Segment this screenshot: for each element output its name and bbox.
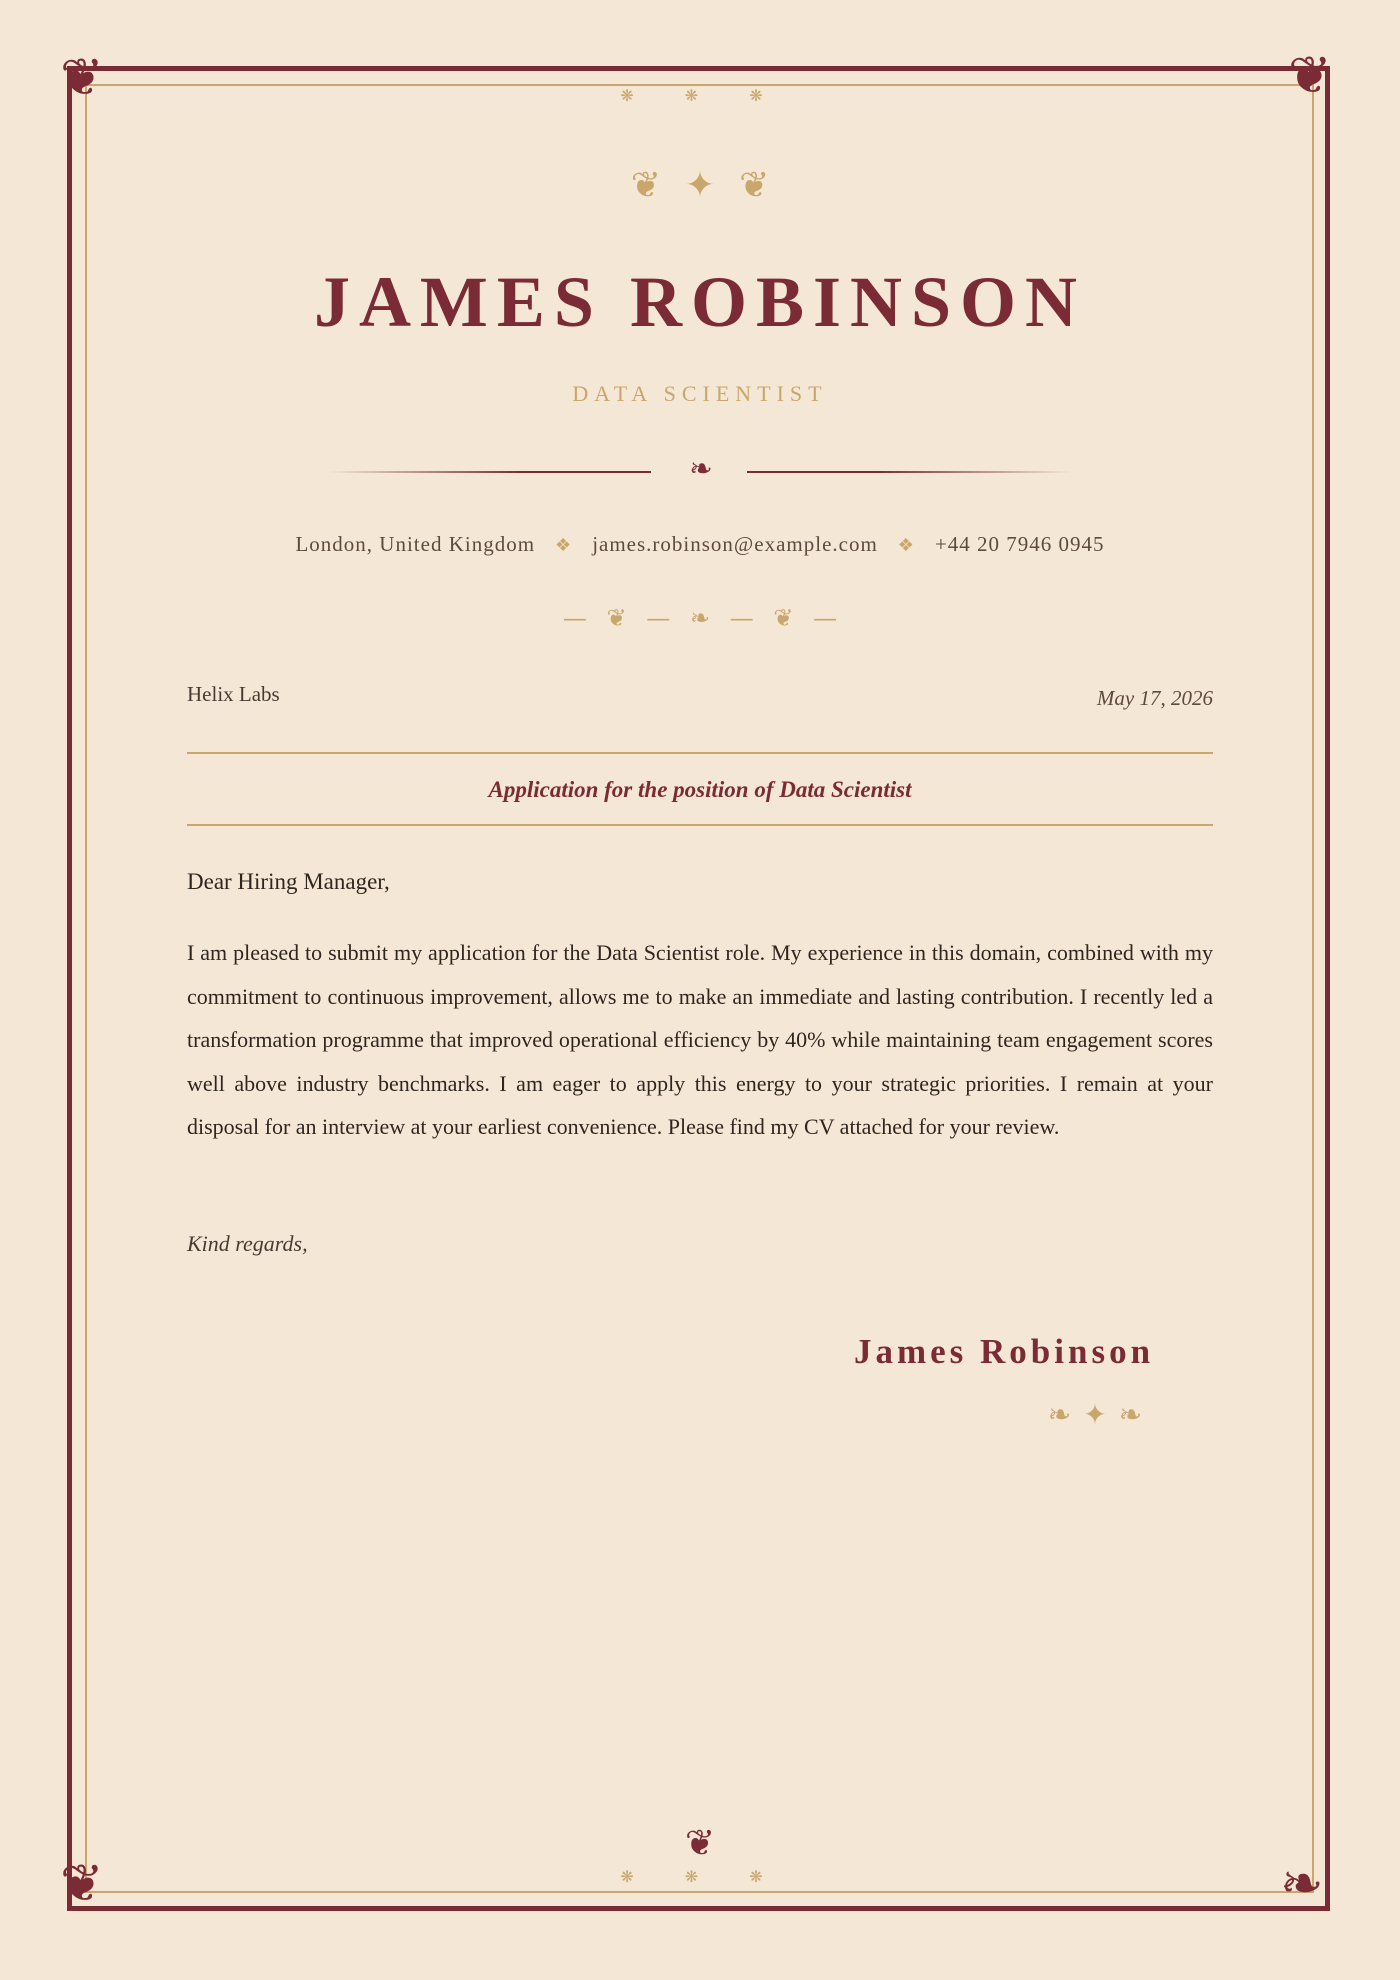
applicant-role: DATA SCIENTIST — [572, 381, 828, 406]
dash: — — [562, 604, 587, 632]
asterisk-icon: ❋ — [749, 1867, 797, 1886]
floral-heart-icon: ❦ — [630, 165, 661, 206]
divider-line-right — [747, 471, 1072, 473]
salutation: Dear Hiring Manager, — [187, 869, 390, 894]
floral-heart-icon: ❦ — [684, 1823, 716, 1864]
four-point-star-icon: ✦ — [1083, 1398, 1107, 1431]
applicant-name: JAMES ROBINSON — [313, 262, 1087, 342]
dash: — — [813, 604, 838, 632]
corner-ornament-icon: ❦ — [1288, 46, 1332, 106]
top-asterisk-row — [0, 88, 1400, 104]
signature-name: James Robinson — [853, 1332, 1155, 1371]
diamond-flower-icon: ❖ — [897, 535, 915, 555]
subject-rule-top — [187, 752, 1213, 754]
asterisk-icon: ❋ — [684, 86, 733, 105]
divider-line-left — [328, 471, 651, 473]
asterisk-icon: ❋ — [620, 86, 668, 105]
floral-heart-icon: ❦ — [773, 604, 794, 632]
contact-phone[interactable]: +44 20 7946 0945 — [934, 532, 1105, 556]
dash: — — [646, 604, 671, 632]
floral-leaf-icon: ❧ — [689, 604, 711, 632]
contact-line — [0, 534, 1400, 555]
bottom-asterisk-row — [0, 1869, 1400, 1885]
corner-ornament-icon: ❧ — [1280, 1854, 1324, 1914]
subject-rule-bottom — [187, 824, 1213, 826]
letter-body: I am pleased to submit my application for the Data Scientist role. My experience in this domain, combined with my commitment to continuous improvement, allows me to make an immediate and lasting contribution. I recently led a transformation programme that improved operational efficiency by 40% while maintaining team engagement scores well above industry benchmarks. I am eager to apply this energy to your strategic priorities. I remain at your disposal for an interview at your earliest convenience. Please find my CV attached for your review. — [187, 940, 1213, 1139]
floral-heart-icon: ❦ — [606, 604, 627, 632]
recipient-company: Helix Labs — [187, 682, 280, 706]
dash: — — [729, 604, 754, 632]
floral-leaf-icon: ❧ — [689, 452, 713, 485]
section-ornament — [0, 606, 1400, 630]
floral-leaf-icon: ❧ — [1047, 1398, 1072, 1431]
header-ornament — [0, 165, 1400, 206]
asterisk-icon: ❋ — [620, 1867, 668, 1886]
contact-email[interactable]: james.robinson@example.com — [592, 532, 878, 556]
corner-ornament-icon: ❦ — [60, 48, 104, 108]
letter-date: May 17, 2026 — [1096, 686, 1213, 710]
diamond-flower-icon: ❖ — [555, 535, 573, 555]
floral-leaf-icon: ❧ — [1118, 1398, 1143, 1431]
contact-location: London, United Kingdom — [295, 532, 536, 556]
signature-ornament — [1015, 1398, 1175, 1431]
asterisk-icon: ❋ — [749, 86, 797, 105]
four-point-star-icon: ✦ — [684, 165, 716, 206]
corner-ornament-icon: ❦ — [60, 1854, 104, 1914]
closing: Kind regards, — [187, 1231, 308, 1256]
asterisk-icon: ❋ — [684, 1867, 733, 1886]
subject-line: Application for the position of Data Scientist — [488, 777, 912, 802]
floral-heart-icon: ❦ — [739, 165, 770, 206]
